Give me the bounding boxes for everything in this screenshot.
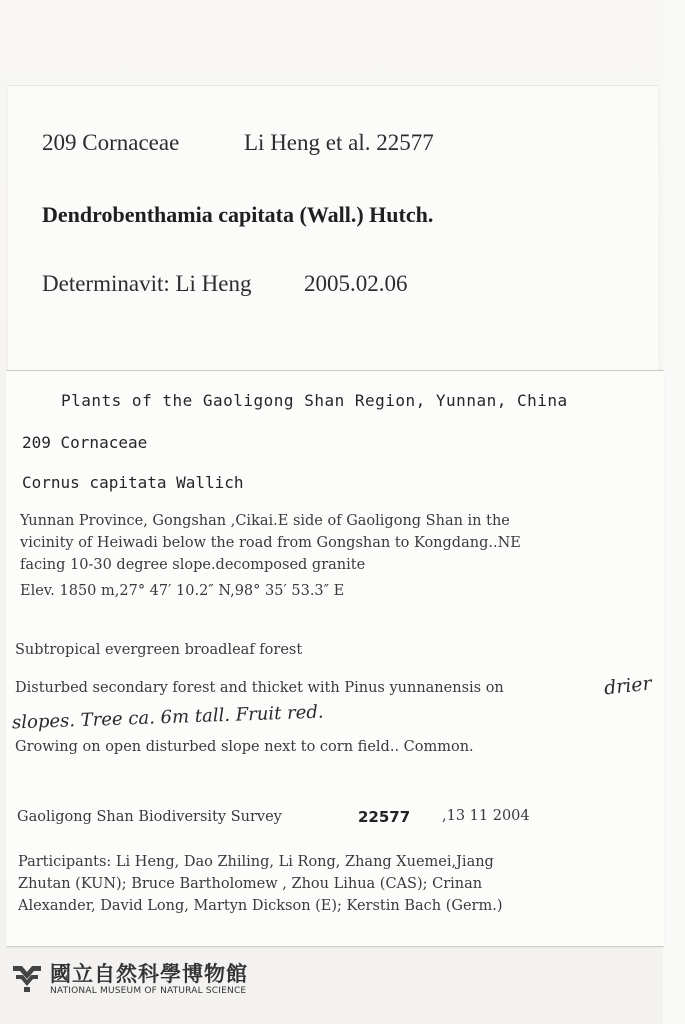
participants-line: Zhutan (KUN); Bruce Bartholomew , Zhou Lihua (CAS); Crinan (18, 876, 483, 892)
museum-footer (8, 958, 308, 998)
handwritten-note-drier: drier (602, 672, 653, 700)
label-scientific-name: Cornus capitata Wallich (22, 473, 244, 492)
label-habitat: Disturbed secondary forest and thicket with Pinus yunnanensis on (15, 680, 504, 696)
participants-line: Participants: Li Heng, Dao Zhiling, Li Rong, Zhang Xuemei,Jiang (18, 854, 494, 870)
handwritten-note-description: slopes. Tree ca. 6m tall. Fruit red. (11, 701, 324, 734)
label-survey: Gaoligong Shan Biodiversity Survey (17, 809, 282, 825)
locality-line: Yunnan Province, Gongshan ,Cikai.E side of Gaoligong Shan in the (20, 513, 510, 529)
museum-name-en: NATIONAL MUSEUM OF NATURAL SCIENCE (50, 986, 247, 996)
label-family: 209 Cornaceae (22, 433, 148, 452)
label-survey-date: ,13 11 2004 (442, 808, 530, 824)
locality-line: facing 10-30 degree slope.decomposed granite (20, 557, 366, 573)
label-title: Plants of the Gaoligong Shan Region, Yunnan, China (61, 391, 568, 410)
label-vegetation: Subtropical evergreen broadleaf forest (15, 642, 303, 658)
det-date: 2005.02.06 (304, 271, 408, 296)
label-locality (20, 510, 521, 576)
museum-logo-icon (10, 962, 44, 994)
museum-name-cn: 國立自然科學博物館 (50, 962, 248, 986)
participants-line: Alexander, David Long, Martyn Dickson (E); Kerstin Bach (Germ.) (18, 898, 503, 914)
sheet-edge (663, 0, 685, 1024)
label-growing: Growing on open disturbed slope next to corn field.. Common. (15, 739, 474, 755)
label-participants (18, 851, 502, 917)
det-family: 209 Cornaceae (42, 130, 180, 155)
det-determiner: Determinavit: Li Heng (42, 271, 252, 296)
collection-label (6, 370, 664, 947)
locality-line: vicinity of Heiwadi below the road from Gongshan to Kongdang..NE (20, 535, 521, 551)
label-survey-number: 22577 (358, 808, 411, 826)
label-elevation: Elev. 1850 m,27° 47′ 10.2″ N,98° 35′ 53.3″ E (20, 583, 345, 599)
determination-slip (8, 85, 658, 376)
det-scientific-name: Dendrobenthamia capitata (Wall.) Hutch. (42, 202, 434, 227)
det-collector-number: Li Heng et al. 22577 (244, 130, 434, 155)
